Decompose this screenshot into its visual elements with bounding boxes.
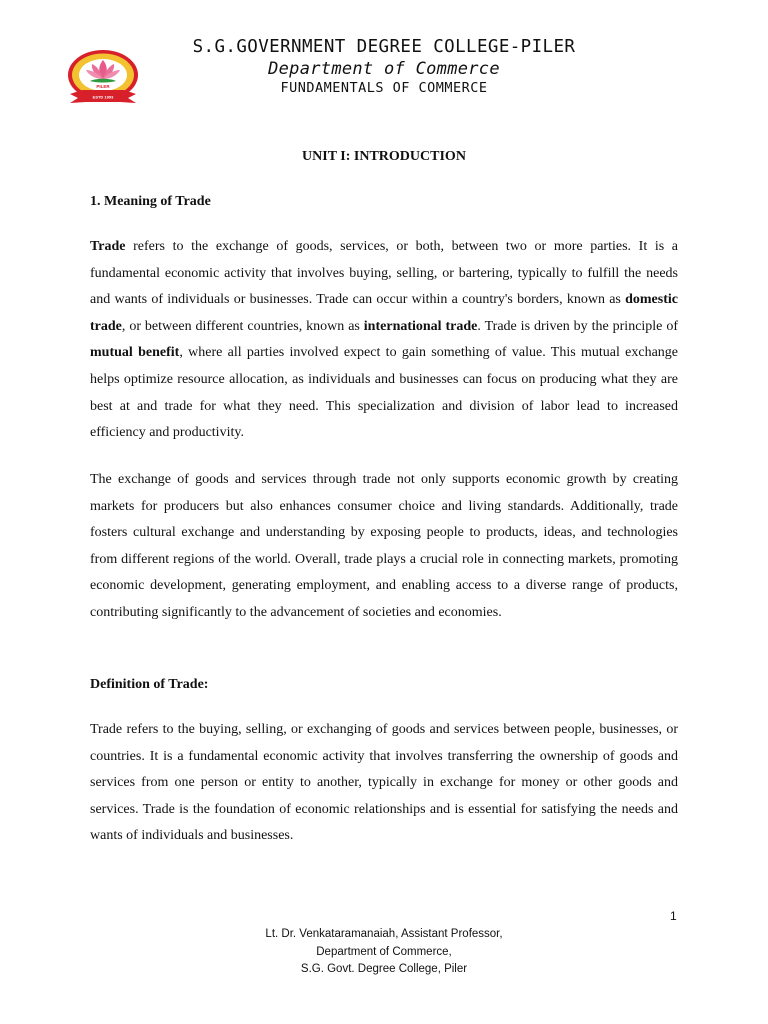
footer-author: Lt. Dr. Venkataramanaiah, Assistant Professor, <box>265 928 503 940</box>
footer-college: S.G. Govt. Degree College, Piler <box>300 963 468 975</box>
section-heading-definition-of-trade: Definition of Trade: <box>90 677 209 692</box>
unit-title: UNIT I: INTRODUCTION <box>302 149 466 164</box>
term-domestic-trade: domestic trade <box>90 292 678 334</box>
term-mutual-benefit: mutual benefit <box>90 345 180 361</box>
paragraph-definition-of-trade: Trade refers to the buying, selling, or exchanging of goods and services between people, businesses, or countries. It is a fundamental economic activity that involves transferring the ownership of goods and services from one person or entity to another, typically in exchange for money or other goods and services. Trade is the foundation of economic relationships and is essential for satisfying the needs and wants of individuals and businesses. <box>90 722 678 844</box>
paragraph-meaning-of-trade <box>90 234 678 447</box>
paragraph-text: , where all parties involved expect to gain something of value. This mutual exchange helps optimize resource allocation, as individuals and businesses can focus on producing what they are best at and trade for what they need. This specialization and division of labor lead to increased efficiency and productivity. <box>90 345 679 441</box>
footer-department: Department of Commerce, <box>316 945 452 958</box>
subject-title: FUNDAMENTALS OF COMMERCE <box>280 80 488 96</box>
college-name: S.G.GOVERNMENT DEGREE COLLEGE-PILER <box>192 37 576 57</box>
department-name: Department of Commerce <box>268 59 500 79</box>
logo-ribbon-text: ESTD 1993 <box>92 94 114 100</box>
logo-center-text: PILER <box>96 84 110 89</box>
paragraph-text: refers to the exchange of goods, services, or both, between two or more parties. It is a fundamental economic activity that involves buying, selling, or bartering, typically to fulfill the needs and wants of individuals or businesses. Trade can occur within a country's borders, known as <box>90 239 678 308</box>
paragraph-text: . Trade is driven by the principle of <box>477 318 679 334</box>
paragraph-text: , or between different countries, known as <box>121 318 364 334</box>
term-international-trade: international trade <box>363 318 478 334</box>
paragraph-trade-benefits: The exchange of goods and services through trade not only supports economic growth by creating markets for producers but also enhances consumer choice and living standards. Additionally, trade fosters cultural exchange and understanding by exposing people to products, ideas, and technologies from different regions of the world. Overall, trade plays a crucial role in connecting markets, promoting economic development, generating employment, and enabling access to a diverse range of products, contributing significantly to the advancement of societies and economies. <box>90 472 678 620</box>
footer <box>0 926 768 979</box>
section-heading-meaning-of-trade: 1. Meaning of Trade <box>90 194 211 209</box>
term-trade: Trade <box>90 239 126 254</box>
page-number: 1 <box>670 909 677 923</box>
